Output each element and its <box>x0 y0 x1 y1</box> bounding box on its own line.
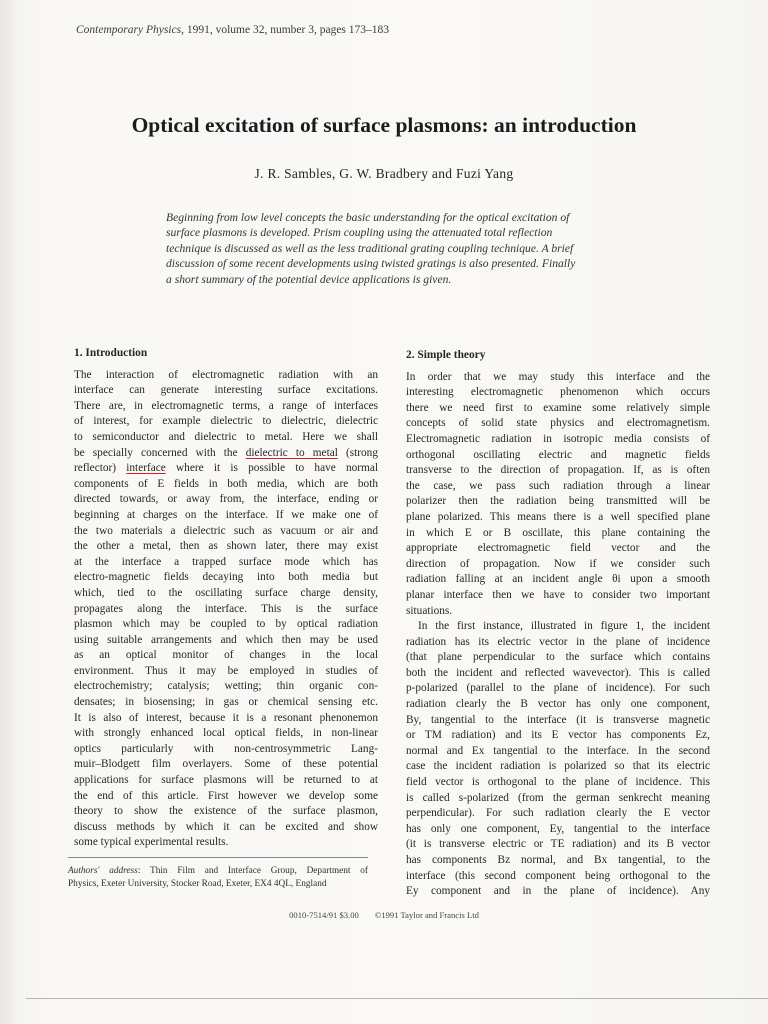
text-line <box>74 446 378 462</box>
text-line <box>74 461 378 477</box>
text-line: has components Bz normal, and Bx tangential, to the <box>406 854 710 866</box>
footnote-line: Physics, Exeter University, Stocker Road, Exeter, EX4 4QL, England <box>68 879 327 889</box>
abstract-line: discussion of some recent developments using twisted gratings is also presented. Finally <box>166 257 576 271</box>
text-line: which, tied to the oscillating surface charge density, <box>74 586 378 599</box>
text-line: is called s-polarized (from the german senkrecht meaning <box>406 791 710 804</box>
text-line: propagates along the interface. This is the surface <box>74 602 378 615</box>
text-line: with strongly enhanced local optical fields, in non-linear <box>74 727 378 740</box>
text-line: interesting electromagnetic phenomenon which occurs <box>406 386 710 399</box>
left-column <box>74 346 378 851</box>
journal-name: Contemporary Physics <box>76 24 182 36</box>
text-line: at the interface a trapped surface mode which has <box>74 555 378 568</box>
text-line: environment. Thus it may be employed in studies of <box>74 664 378 677</box>
text-line: orthogonal oscillating electric and magnetic fields <box>406 448 710 461</box>
text-line: plane polarized. This means there is a well specified plane <box>406 510 710 523</box>
scan-margin-shadow <box>0 0 18 1024</box>
text-line: radiation has its electric vector in the plane of incidence <box>406 635 710 648</box>
text-line: some typical experimental results. <box>74 836 229 849</box>
text-line: the case, we pass such radiation through a linear <box>406 479 710 492</box>
abstract-line: technique is discussed as well as the less traditional grating coupling technique. A brief <box>166 241 574 255</box>
text-line: the other a metal, then as shown later, there may exist <box>74 540 378 553</box>
text-line: directed towards, or away from, the interface, ending or <box>74 493 378 506</box>
text-line: optics particularly with non-centrosymmetric Lang- <box>74 742 378 755</box>
text-line: the two materials a dielectric such as vacuum or air and <box>74 524 378 537</box>
text-line: muir–Blodgett film overlayers. Some of these potential <box>74 758 378 771</box>
text-line: By, tangential to the interface (it is transverse magnetic <box>406 713 710 726</box>
abstract-line: surface plasmons is developed. Prism coupling using the attenuated total reflection <box>166 226 553 240</box>
text-line: has only one component, Ey, tangential to the interface <box>406 822 710 835</box>
text-line: The interaction of electromagnetic radiation with an <box>74 368 378 381</box>
text-line: in which E or B oscillate, this plane containing the <box>406 526 710 539</box>
footnote-text: : Thin Film and Interface Group, Department of <box>137 866 369 876</box>
text-line: p-polarized (parallel to the plane of incidence). For such <box>406 682 710 695</box>
footnote-line <box>68 865 368 878</box>
paper-title: Optical excitation of surface plasmons: an introduction <box>131 113 637 137</box>
text-line: direction of propagation. Now if we consider such <box>406 557 710 570</box>
text-line: beginning at charges on the interface. If we make one of <box>74 508 378 521</box>
text-line: There are, in electromagnetic terms, a range of interfaces <box>74 399 378 412</box>
text-line: (that plane perpendicular to the surface which contains <box>406 651 710 664</box>
text-line: field vector is orthogonal to the plane of incidence. This <box>406 776 710 789</box>
text-fragment: be specially concerned with the <box>74 446 246 459</box>
abstract-line: Beginning from low level concepts the basic understanding for the optical excitation of <box>166 211 570 224</box>
copyright-notice: ©1991 Taylor and Francis Ltd <box>374 910 479 920</box>
abstract-line: a short summary of the potential device applications is given. <box>166 272 452 286</box>
text-line: of interest, for example dielectric to dielectric, dielectric <box>74 415 378 428</box>
text-line: transverse to the direction of propagation. If, as is often <box>406 464 710 477</box>
text-fragment: where it is possible to have normal <box>165 462 378 475</box>
text-line: plasmon which may be coupled to by optical radiation <box>74 618 378 631</box>
text-line: densates; in biosensing; in gas or chemical sensing etc. <box>74 696 378 709</box>
text-line: components of E fields in both media, which are both <box>74 477 378 490</box>
text-line: using suitable arrangements and which then may be used <box>74 633 378 646</box>
section-heading-introduction: 1. Introduction <box>74 347 148 359</box>
text-line: Ey component and in the plane of incidence). Any <box>406 885 710 898</box>
section-heading-simple-theory: 2. Simple theory <box>406 349 486 361</box>
citation-details: , 1991, volume 32, number 3, pages 173–183 <box>181 24 390 36</box>
text-fragment: reflector) <box>74 462 127 475</box>
page-footer <box>0 910 768 920</box>
text-line: normal and Ex tangential to the interface. In the second <box>406 744 710 757</box>
abstract <box>166 210 628 287</box>
text-line: appropriate electromagnetic field vector and the <box>406 542 710 555</box>
text-line: interface (this second component being orthogonal to the <box>406 869 710 882</box>
text-line: (it is transverse electric or TE radiation) and its B vector <box>406 838 710 851</box>
text-line: case the incident radiation is polarized so that its electric <box>406 760 710 773</box>
text-line: radiation falling at an incident angle θi upon a smooth <box>406 573 710 586</box>
text-line: concepts of solid state physics and electromagnetism. <box>406 417 710 430</box>
text-line: there we need first to examine some relatively simple <box>406 401 710 414</box>
footnote-label: Authors' address <box>68 866 138 876</box>
text-line: theory to show the existence of the surface plasmon, <box>74 805 378 818</box>
text-line: both the incident and reflected wavevector). This is called <box>406 666 710 679</box>
text-line: as an optical monitor of changes in the local <box>74 649 378 662</box>
highlighted-phrase: dielectric to metal <box>245 446 338 459</box>
text-line: or TM radiation) and its E vector has components Ez, <box>406 729 710 742</box>
text-line: polarizer then the radiation being transmitted will be <box>406 495 710 508</box>
page-bottom-edge <box>26 998 768 999</box>
text-line: electrochemistry; catalysis; wetting; thin organic con- <box>74 680 378 693</box>
text-line: to semiconductor and dielectric to metal. Here we shall <box>74 430 378 443</box>
text-line: applications for surface plasmons will be returned to at <box>74 774 378 787</box>
journal-citation <box>76 24 389 36</box>
highlighted-word: interface <box>126 462 166 475</box>
text-line: the end of this article. First however we develop some <box>74 789 378 802</box>
text-line: radiation clearly the B vector has only one component, <box>406 698 710 711</box>
text-line: In the first instance, illustrated in figure 1, the incident <box>418 620 710 633</box>
text-line: electro-magnetic fields decaying into both media but <box>74 571 378 584</box>
author-list: J. R. Sambles, G. W. Bradbery and Fuzi Yang <box>254 166 514 181</box>
text-line: discuss methods by which it can be excited and show <box>74 820 378 833</box>
text-line: Electromagnetic radiation in isotropic media consists of <box>406 432 710 445</box>
right-column <box>406 348 710 900</box>
text-line: situations. <box>406 604 453 617</box>
authors-address-footnote <box>68 857 368 891</box>
text-line: planar interface then we have to consider two important <box>406 588 710 601</box>
text-line: perpendicular). For such radiation clearly the E vector <box>406 807 710 820</box>
text-fragment: (strong <box>337 446 378 459</box>
text-line: It is also of interest, because it is a resonant phenonemon <box>74 711 378 724</box>
text-line: interface can generate interesting surface excitations. <box>74 384 378 397</box>
text-line: In order that we may study this interface and the <box>406 370 710 383</box>
issn-code: 0010-7514/91 $3.00 <box>289 910 359 920</box>
